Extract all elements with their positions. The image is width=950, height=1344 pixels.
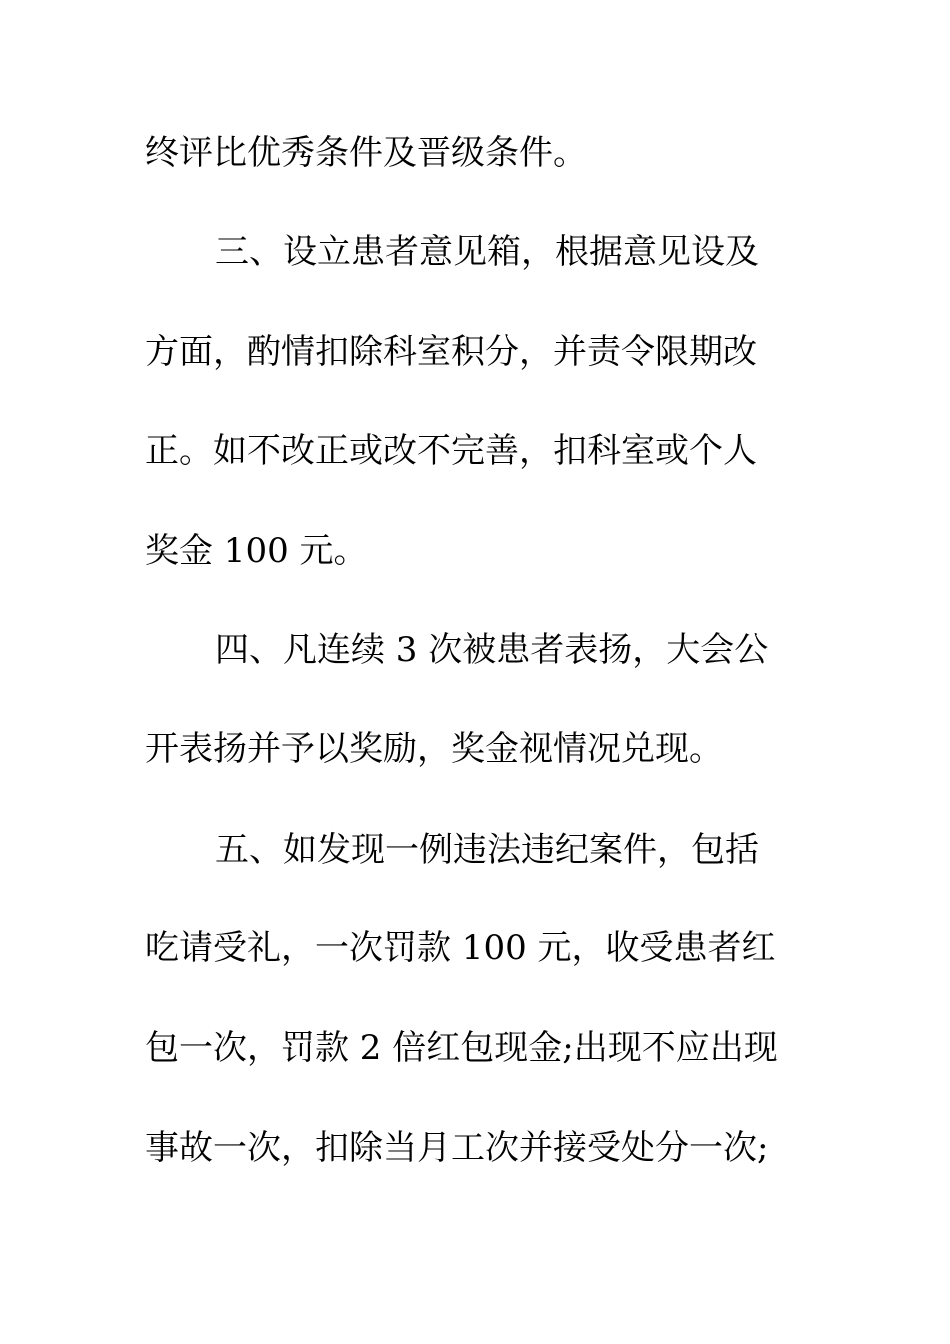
text-line-1: 终评比优秀条件及晋级条件。 <box>145 133 587 173</box>
text-line-7: 开表扬并予以奖励，奖金视情况兑现。 <box>145 729 723 769</box>
text-line-9: 吃请受礼，一次罚款 100 元，收受患者红 <box>145 928 776 968</box>
text-line-2: 三、设立患者意见箱，根据意见设及 <box>215 232 759 272</box>
text-line-11: 事故一次，扣除当月工次并接受处分一次; <box>145 1128 769 1168</box>
text-line-10: 包一次，罚款 2 倍红包现金;出现不应出现 <box>145 1028 778 1068</box>
text-line-8: 五、如发现一例违法违纪案件，包括 <box>215 830 759 870</box>
text-line-5: 奖金 100 元。 <box>145 531 368 571</box>
text-line-4: 正。如不改正或改不完善，扣科室或个人 <box>145 431 757 471</box>
text-line-3: 方面，酌情扣除科室积分，并责令限期改 <box>145 332 757 372</box>
text-line-6: 四、凡连续 3 次被患者表扬，大会公 <box>215 630 769 670</box>
